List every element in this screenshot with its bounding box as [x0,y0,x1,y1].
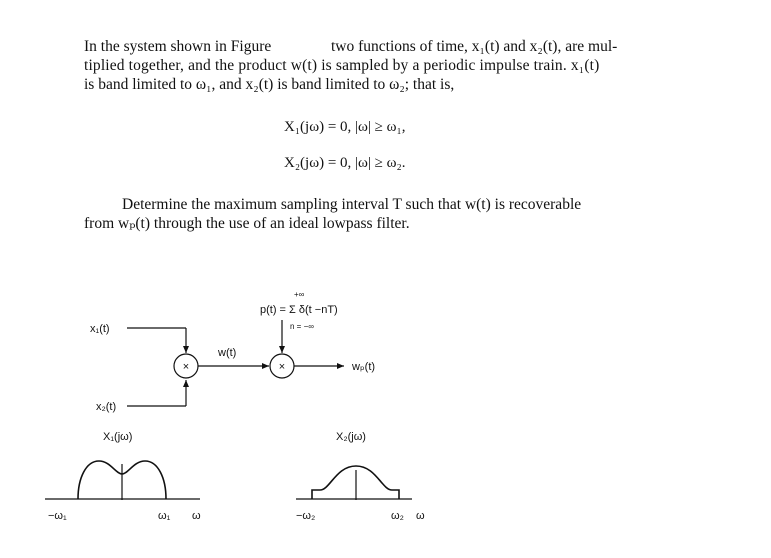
X2-neg-omega: −ω₂ [296,510,316,522]
X2-pos-omega: ω₂ [391,510,404,522]
multiplier-2-symbol: × [278,361,286,373]
X2-title: X₂(jω) [336,431,366,443]
X1-title: X₁(jω) [103,431,133,443]
problem-line-3: is band limited to ω₁, and x₂(t) is band limited to ω₂; that is, [84,76,455,93]
sum-lower-limit: n = −∞ [290,322,314,331]
equation-2: X₂(jω) = 0, |ω| ≥ ω₂. [284,155,406,171]
X1-pos-omega: ω₁ [158,510,171,522]
sum-upper-limit: +∞ [294,290,305,299]
equation-1: X₁(jω) = 0, |ω| ≥ ω₁, [284,119,406,135]
p-label: p(t) = Σ δ(t −nT) [260,304,338,316]
X2-axis-label: ω [416,510,425,522]
problem-line-1a: In the system shown in Figure [84,38,272,55]
problem-line-5: from wₚ(t) through the use of an ideal lowpass filter. [84,215,410,232]
problem-line-2: tiplied together, and the product w(t) is sampled by a periodic impulse train. x₁(t) [84,57,600,74]
problem-line-1b: two functions of time, x₁(t) and x₂(t), are mul- [331,38,618,55]
x1-label: x₁(t) [90,323,110,335]
X1-axis-label: ω [192,510,201,522]
x2-label: x₂(t) [96,401,117,413]
w-label: w(t) [218,347,237,359]
X1-neg-omega: −ω₁ [48,510,67,522]
wp-label: wₚ(t) [352,361,376,373]
multiplier-1-symbol: × [182,361,190,373]
problem-line-4: Determine the maximum sampling interval T such that w(t) is recoverable [122,196,582,213]
